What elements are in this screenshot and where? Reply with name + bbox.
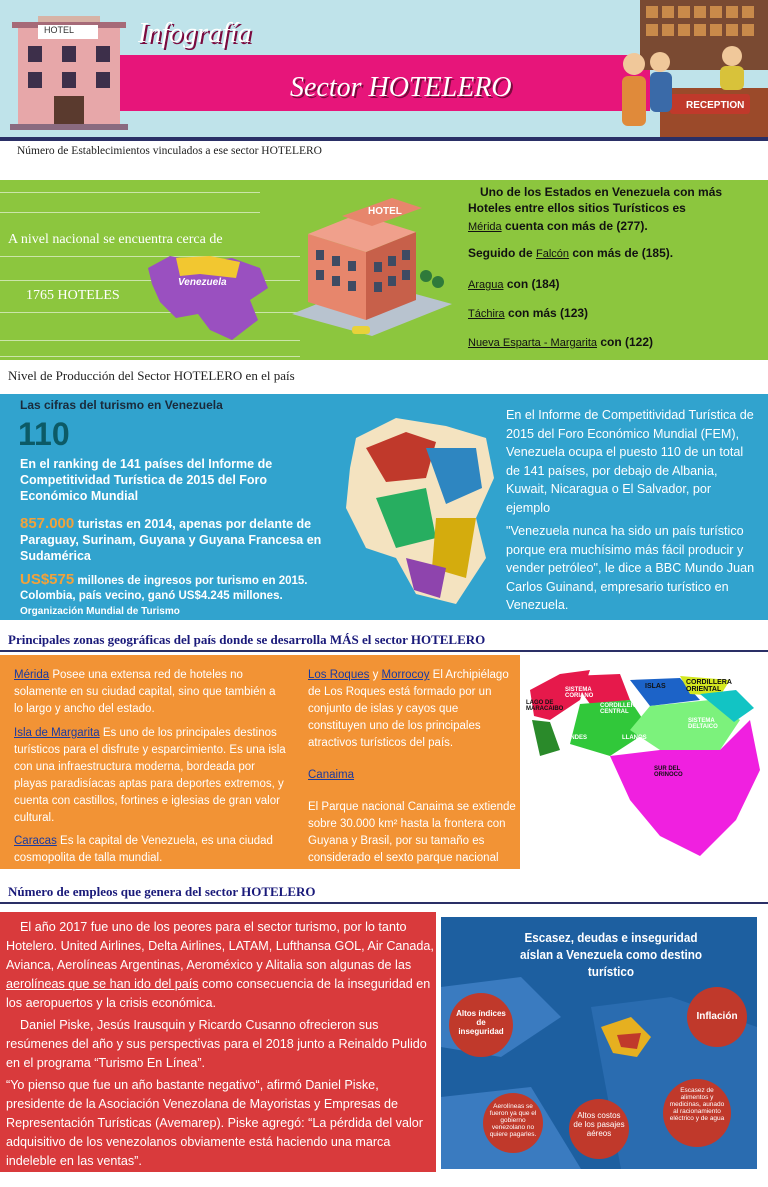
section4-panel (0, 912, 436, 1172)
airlines-paragraph (6, 918, 437, 1013)
venezuela-map-icon (140, 248, 280, 348)
piske-quote: “Yo pienso que fue un año bastante negativo“, afirmó Daniel Piske, presidente de la Asociación Venezolana de Mayoristas y Empresas de Representación Turísticas (Avemarep). Piske agregó: “La pérdida del valor adquisitivo de los venezolanos obviamente está haciendo una marca indeleble en las ventas”. (6, 1078, 423, 1168)
section3-heading: Principales zonas geográficas del país donde se desarrolla MÁS el sector HOTELERO (8, 632, 486, 647)
section4-rule (0, 902, 768, 904)
map-label-sur-orinoco: SUR DEL ORINOCO (654, 766, 683, 778)
tourists-paragraph (20, 516, 326, 564)
map-label-cordillera-oriental: CORDILLERA ORIENTAL (686, 679, 732, 693)
section2-panel (0, 394, 768, 620)
margarita-paragraph (14, 725, 286, 827)
map-label-lago: LAGO DE MARACAIBO (526, 700, 564, 712)
merida-link[interactable]: Mérida (14, 669, 50, 681)
piske-paragraph: Daniel Piske, Jesús Irausquin y Ricardo Cusanno ofrecieron sus resúmenes del año y sus perspectivas para el 2018 junto a Reinaldo Pulido en el programa “Turismo En Línea”. (6, 1018, 431, 1070)
tourists-number: 857.000 (20, 515, 75, 532)
source-text: Organización Mundial de Turismo (20, 606, 180, 617)
graphic-title: Escasez, deudas e inseguridad aíslan a Venezuela como destino turístico (519, 930, 703, 979)
header-divider (0, 137, 768, 141)
section1-panel (0, 180, 768, 360)
canaima-link-wrap (308, 767, 354, 784)
margarita-text: Es uno de los principales destinos turísticos para el disfrute y esparcimiento. Es una isla con una infraestructura moderna, bordeada por playas paradisíacas aptas para deportes extremos, y cuenta con castillos, fortines e iglesias de gran valor cultural. (14, 727, 286, 824)
merida-paragraph (14, 667, 286, 718)
page-title: Infografía (138, 18, 252, 49)
income-paragraph (20, 572, 340, 604)
caracas-paragraph (14, 833, 286, 867)
state-merida-count: cuenta con más de (277). (501, 219, 648, 233)
map-label-sistema-deltaico: SISTEMA DELTAICO (688, 718, 718, 730)
state-aragua: Aragua (468, 279, 504, 291)
margarita-link[interactable]: Isla de Margarita (14, 727, 100, 739)
morrocoy-link[interactable]: Morrocoy (381, 669, 430, 681)
state-nueva-esparta: Nueva Esparta - Margarita (468, 337, 597, 349)
state-merida: Mérida (468, 221, 502, 233)
section1-heading: Número de Establecimientos vinculados a ese sector HOTELERO (17, 145, 322, 157)
caracas-text: Es la capital de Venezuela, es una ciudad cosmopolita de talla mundial. (14, 835, 273, 864)
canaima-text: El Parque nacional Canaima se extiende sobre 30.000 km² hasta la frontera con Guyana y Brasil, por su tamaño es considerado el sexto parque nacional más grande del mundo. (308, 801, 516, 881)
map-label-islas: ISLAS (645, 683, 666, 690)
map-label-andes: ANDES (566, 735, 588, 741)
ranking-number: 110 (18, 416, 70, 452)
tourists-text: turistas en 2014, apenas por delante de Paraguay, Surinam, Guyana y Guyana Francesa en Sudamérica (20, 517, 322, 563)
building-sign: HOTEL (368, 206, 402, 217)
falcon-prefix: Seguido de (468, 246, 537, 260)
state-tachira-count: con más (123) (504, 306, 589, 320)
page-subtitle: Sector HOTELERO (290, 72, 512, 103)
state-aragua-count: con (184) (503, 277, 560, 291)
section4-heading: Número de empleos que genera del sector HOTELERO (8, 884, 316, 899)
canaima-link[interactable]: Canaima (308, 769, 355, 781)
income-number: US$575 (20, 571, 75, 588)
section2-heading: Nivel de Producción del Sector HOTELERO en el país (8, 368, 295, 383)
state-nueva-esparta-count: con (122) (597, 335, 654, 349)
airlines-text-end: como consecuencia de la inseguridad en los aeropuertos y la crisis económica. (6, 977, 434, 1010)
state-falcon-count: con más de (185). (569, 246, 674, 260)
header-banner (0, 0, 768, 137)
state-falcon: Falcón (536, 248, 570, 260)
fem-paragraph: En el Informe de Competitividad Turística de 2015 del Foro Económico Mundial (FEM), Venezuela ocupa el puesto 110 de un total de 141 países, por debajo de Albania, Kuwait, Nicaragua o El Salvador, por ejemplo (506, 408, 754, 515)
cifras-title: Las cifras del turismo en Venezuela (20, 398, 223, 412)
and-text: y (369, 669, 382, 681)
hotel-count: 1765 HOTELES (26, 288, 120, 303)
ranking-text: En el ranking de 141 países del Informe de Competitividad Turística de 2015 del Foro Económico Mundial (20, 457, 273, 503)
hotel-sign: HOTEL (44, 25, 75, 35)
roques-text: El Archipiélago de Los Roques está formado por un conjunto de islas y cayos que constituyen uno de los principales atractivos turísticos del país. (308, 669, 509, 749)
states-intro-line1: Uno de los Estados en Venezuela con más (480, 185, 723, 199)
caracas-link[interactable]: Caracas (14, 835, 57, 847)
section3-rule (0, 650, 768, 652)
income-text: millones de ingresos por turismo en 2015. Colombia, país vecino, ganó US$4.245 millones. (20, 575, 308, 602)
map-label-cordillera-central: CORDILLERA CENTRAL (600, 703, 640, 715)
state-tachira: Táchira (468, 308, 505, 320)
section3-panel (0, 655, 520, 881)
guinand-quote: "Venezuela nunca ha sido un país turístico porque era muchísimo más fácil producir y vender petróleo", le dice a BBC Mundo Juan Carlos Guinand, empresario turístico en Venezuela. (506, 524, 755, 612)
bubble-pasajes: Altos costos de los pasajes aéreos (573, 1111, 625, 1138)
isolation-graphic (438, 914, 760, 1172)
roques-paragraph (308, 667, 514, 752)
bubble-inseguridad: Altos índices de inseguridad (456, 1009, 506, 1036)
states-intro-line2: Hoteles entre ellos sitios Turísticos es (468, 201, 686, 215)
bubble-escasez: Escasez de alimentos y medicinas, aunado al racionamiento eléctrico y de agua (669, 1087, 725, 1122)
airlines-link[interactable]: aerolíneas que se han ido del país (6, 977, 199, 991)
reception-illustration (600, 0, 768, 137)
national-text: A nivel nacional se encuentra cerca de (8, 232, 223, 247)
bubble-aerolineas: Aerolíneas se fueron ya que el gobierno venezolano no quiere pagarles. (489, 1103, 537, 1138)
map-label: Venezuela (178, 277, 227, 288)
bubble-inflacion: Inflación (696, 1011, 738, 1022)
airlines-text: El año 2017 fue uno de los peores para el sector turismo, por lo tanto Hotelero. United Airlines, Delta Airlines, LATAM, Lufthansa GOL, Air Canada, Avianca, Aerolíneas Argentinas, Aeroméxico y Alitalia son algunas de las (6, 920, 437, 972)
merida-text: Posee una extensa red de hoteles no solamente en su ciudad capital, sino que también a lo largo y ancho del estado. (14, 669, 276, 715)
map-label-llanos: LLANOS (622, 735, 647, 741)
losroques-link[interactable]: Los Roques (308, 669, 370, 681)
venezuela-collage-image (336, 408, 500, 614)
map-label-sistema-coriano: SISTEMA CORIANO (565, 687, 594, 699)
reception-sign: RECEPTION (686, 100, 745, 111)
